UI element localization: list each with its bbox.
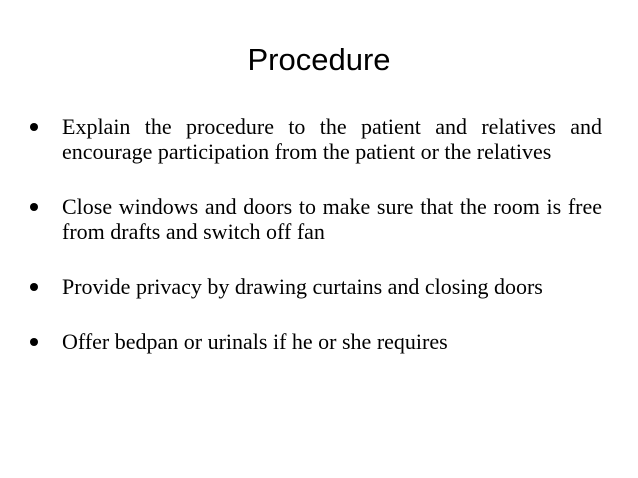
bullet-dot-icon <box>30 283 38 291</box>
bullet-text: Explain the procedure to the patient and relatives and encourage participation from the patient or the relatives <box>62 114 602 164</box>
slide-title: Procedure <box>247 42 391 77</box>
bullet-item <box>30 194 602 244</box>
bullet-text: Offer bedpan or urinals if he or she requires <box>62 329 448 354</box>
bullet-list <box>30 114 602 384</box>
bullet-text: Close windows and doors to make sure that the room is free from drafts and switch off fan <box>62 194 602 244</box>
bullet-item <box>30 329 602 354</box>
bullet-item <box>30 114 602 164</box>
bullet-dot-icon <box>30 338 38 346</box>
bullet-dot-icon <box>30 203 38 211</box>
bullet-item <box>30 274 602 299</box>
bullet-text: Provide privacy by drawing curtains and closing doors <box>62 274 543 299</box>
bullet-dot-icon <box>30 123 38 131</box>
